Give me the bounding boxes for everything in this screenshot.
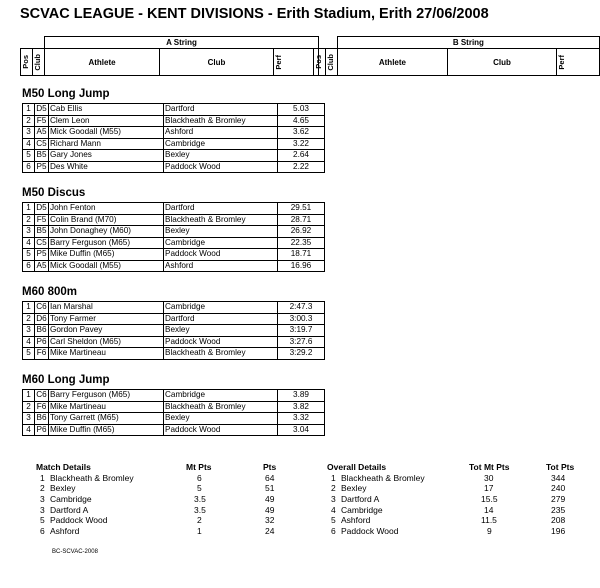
table-row: 2 F5 Clem Leon Blackheath & Bromley 4.65 xyxy=(23,115,325,127)
b-string-title: B String xyxy=(337,37,599,49)
table-row: 3 B6 Gordon Pavey Bexley 3:19.7 xyxy=(23,325,325,337)
perf-header: Perf xyxy=(274,54,283,70)
table-row: 1 C6 Barry Ferguson (M65) Cambridge 3.89 xyxy=(23,390,325,402)
club-header: Club xyxy=(448,49,557,76)
table-row: 4 P6 Mike Duffin (M65) Paddock Wood 3.04 xyxy=(23,424,325,436)
event-results-table xyxy=(22,301,325,360)
footer-code: BC-SCVAC-2008 xyxy=(52,549,98,555)
list-item: 2 Bexley 5 51 xyxy=(40,483,275,494)
overall-details xyxy=(327,462,587,537)
table-row: 4 C5 Richard Mann Cambridge 3.22 xyxy=(23,138,325,150)
list-item: 6 Ashford 1 24 xyxy=(40,526,275,537)
b-string-header xyxy=(313,36,600,76)
club-code-header: Club xyxy=(33,53,42,71)
table-row: 4 C5 Barry Ferguson (M65) Cambridge 22.35 xyxy=(23,237,325,249)
match-details-title: Match Details xyxy=(36,462,91,472)
perf-header: Perf xyxy=(556,54,566,70)
list-item: 4 Cambridge 14 235 xyxy=(331,504,566,515)
list-item: 2 Bexley 17 240 xyxy=(331,483,566,494)
table-row: 1 D5 Cab Ellis Dartford 5.03 xyxy=(23,104,325,116)
pos-header: Pos xyxy=(314,55,323,69)
event-title: M60 800m xyxy=(22,286,77,298)
page-title: SCVAC LEAGUE - KENT DIVISIONS - Erith Stadium, Erith 27/06/2008 xyxy=(20,6,489,22)
table-row: 2 F6 Mike Martineau Blackheath & Bromley 3.82 xyxy=(23,401,325,413)
table-row: 5 P5 Mike Duffin (M65) Paddock Wood 18.71 xyxy=(23,249,325,261)
table-row: 5 B5 Gary Jones Bexley 2.64 xyxy=(23,150,325,162)
table-row: 3 B6 Tony Garrett (M65) Bexley 3.32 xyxy=(23,413,325,425)
event-title: M50 Long Jump xyxy=(22,88,110,100)
list-item: 5 Paddock Wood 2 32 xyxy=(40,515,275,526)
club-code-header: Club xyxy=(325,53,335,71)
table-row: 5 F6 Mike Martineau Blackheath & Bromley 3:29.2 xyxy=(23,348,325,360)
event-results-table xyxy=(22,389,325,436)
list-item: 6 Paddock Wood 9 196 xyxy=(331,526,566,537)
tot-pts-header: Tot Pts xyxy=(546,462,575,472)
event-results-table xyxy=(22,103,325,173)
a-string-header xyxy=(20,36,319,76)
pos-header: Pos xyxy=(21,55,30,69)
list-item: 1 Blackheath & Bromley 6 64 xyxy=(40,472,275,483)
table-row: 1 D5 John Fenton Dartford 29.51 xyxy=(23,203,325,215)
list-item: 3 Dartford A 15.5 279 xyxy=(331,494,566,505)
event-results-table xyxy=(22,202,325,272)
event-title: M50 Discus xyxy=(22,187,86,199)
list-item: 5 Ashford 11.5 208 xyxy=(331,515,566,526)
list-item: 1 Blackheath & Bromley 30 344 xyxy=(331,472,566,483)
a-string-title: A String xyxy=(45,37,319,49)
table-row: 1 C6 Ian Marshal Cambridge 2:47.3 xyxy=(23,302,325,314)
mt-pts-header: Mt Pts xyxy=(186,462,212,472)
match-details xyxy=(36,462,286,537)
table-row: 2 D6 Tony Farmer Dartford 3:00.3 xyxy=(23,313,325,325)
table-row: 3 A5 Mick Goodall (M55) Ashford 3.62 xyxy=(23,127,325,139)
tot-mt-pts-header: Tot Mt Pts xyxy=(469,462,510,472)
overall-details-title: Overall Details xyxy=(327,462,387,472)
athlete-header: Athlete xyxy=(45,49,160,76)
table-row: 3 B5 John Donaghey (M60) Bexley 26.92 xyxy=(23,226,325,238)
pts-header: Pts xyxy=(263,462,277,472)
event-title: M60 Long Jump xyxy=(22,374,110,386)
table-row: 2 F5 Colin Brand (M70) Blackheath & Bromley 28.71 xyxy=(23,214,325,226)
athlete-header: Athlete xyxy=(337,49,447,76)
list-item: 3 Dartford A 3.5 49 xyxy=(40,504,275,515)
list-item: 3 Cambridge 3.5 49 xyxy=(40,494,275,505)
table-row: 6 A5 Mick Goodall (M55) Ashford 16.96 xyxy=(23,260,325,272)
table-row: 4 P6 Carl Sheldon (M65) Paddock Wood 3:27.6 xyxy=(23,336,325,348)
club-header: Club xyxy=(160,49,274,76)
table-row: 6 P5 Des White Paddock Wood 2.22 xyxy=(23,161,325,173)
